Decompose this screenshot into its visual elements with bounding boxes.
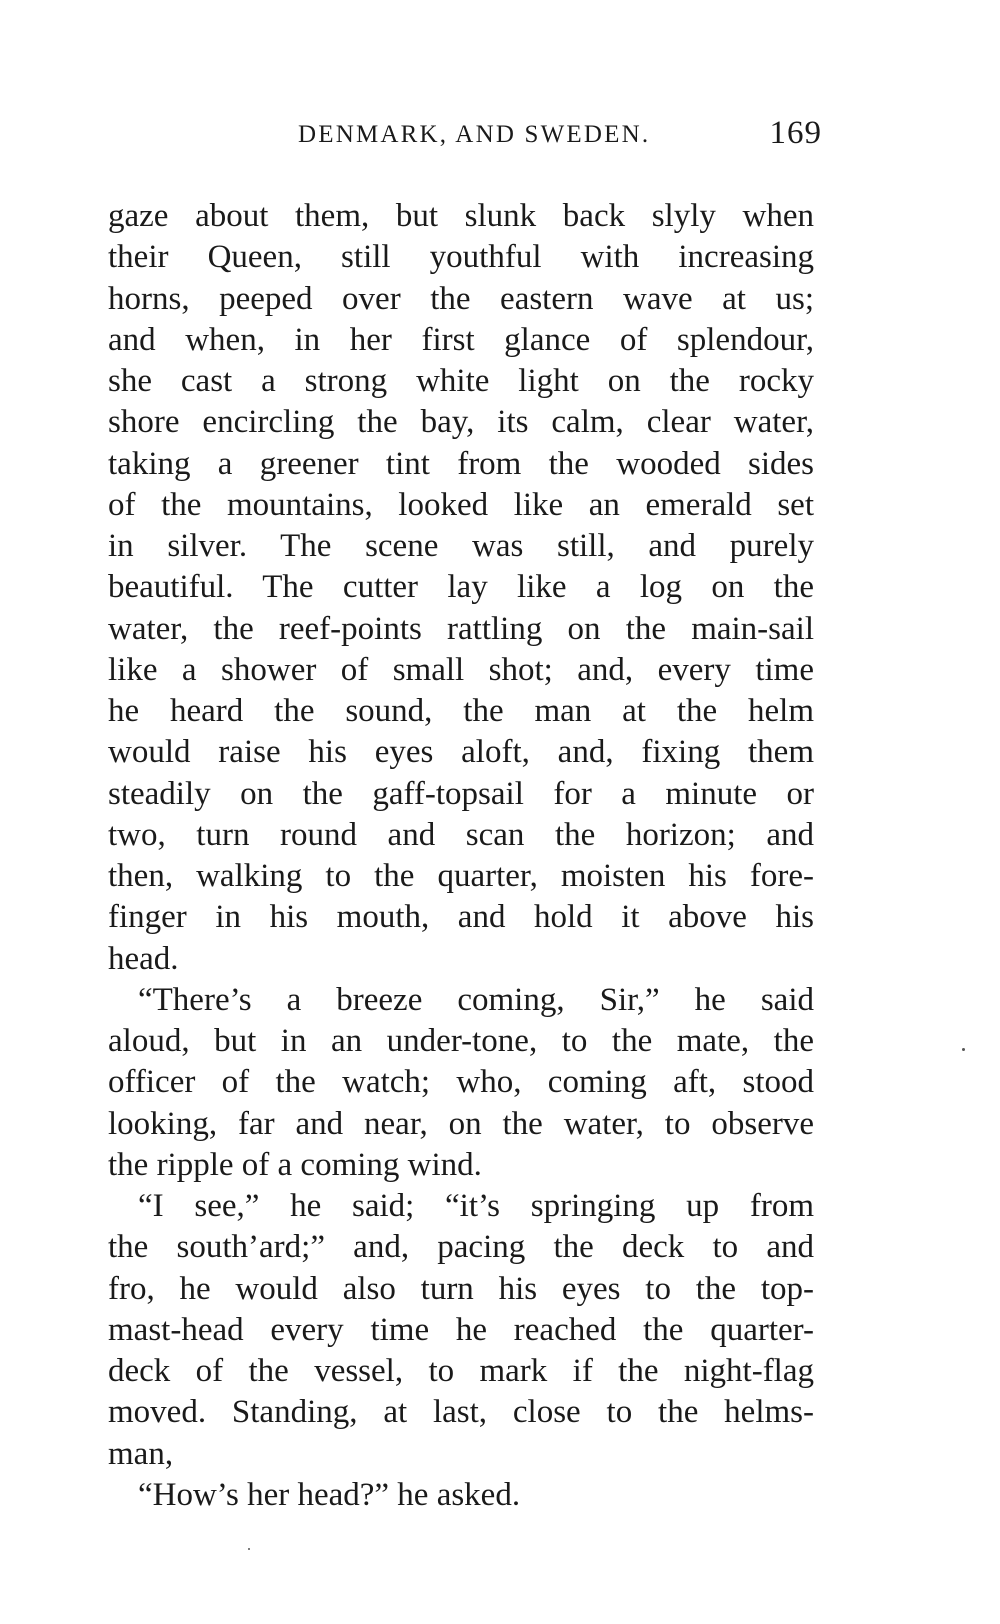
text-line: steadily on the gaff-topsail for a minute or bbox=[108, 775, 814, 812]
text-line: their Queen, still youthful with increasing bbox=[108, 239, 814, 276]
text-line: fro, he would also turn his eyes to the top- bbox=[108, 1270, 814, 1307]
text-line: man, bbox=[108, 1435, 174, 1472]
text-line: water, the reef-points rattling on the main-sail bbox=[108, 610, 814, 647]
text-line: taking a greener tint from the wooded sides bbox=[108, 445, 814, 482]
text-line: of the mountains, looked like an emerald set bbox=[108, 486, 814, 523]
text-line: shore encircling the bay, its calm, clear water, bbox=[108, 404, 814, 441]
text-line: the south’ard;” and, pacing the deck to and bbox=[108, 1229, 814, 1266]
text-line: gaze about them, but slunk back slyly when bbox=[108, 198, 814, 234]
text-line: mast-head every time he reached the quarter- bbox=[108, 1311, 814, 1348]
text-line: “There’s a breeze coming, Sir,” he said bbox=[138, 981, 814, 1018]
running-head bbox=[108, 115, 822, 159]
text-line: finger in his mouth, and hold it above his bbox=[108, 899, 814, 936]
text-line: the ripple of a coming wind. bbox=[108, 1146, 482, 1183]
text-line: moved. Standing, at last, close to the helms- bbox=[108, 1394, 814, 1431]
text-line: head. bbox=[108, 940, 179, 977]
text-line: aloud, but in an under-tone, to the mate, the bbox=[108, 1023, 814, 1059]
running-head-title: DENMARK, AND SWEDEN. bbox=[298, 121, 651, 148]
text-line: would raise his eyes aloft, and, fixing them bbox=[108, 734, 814, 771]
text-line: beautiful. The cutter lay like a log on the bbox=[108, 569, 814, 606]
text-line: he heard the sound, the man at the helm bbox=[108, 693, 814, 729]
text-line: officer of the watch; who, coming aft, stood bbox=[108, 1064, 814, 1101]
text-line: looking, far and near, on the water, to observe bbox=[108, 1105, 814, 1142]
text-line: in silver. The scene was still, and purely bbox=[108, 528, 814, 564]
text-line: “How’s her head?” he asked. bbox=[138, 1476, 521, 1513]
text-line: “I see,” he said; “it’s springing up from bbox=[138, 1188, 814, 1224]
paper-speck bbox=[248, 1548, 250, 1550]
text-line: she cast a strong white light on the rocky bbox=[108, 363, 814, 399]
body-text bbox=[108, 196, 814, 1516]
text-line: and when, in her first glance of splendour, bbox=[108, 321, 814, 358]
text-line: then, walking to the quarter, moisten his fore- bbox=[108, 858, 814, 894]
text-line: deck of the vessel, to mark if the night-flag bbox=[108, 1353, 814, 1389]
text-line: like a shower of small shot; and, every time bbox=[108, 651, 814, 688]
paper-speck bbox=[962, 1048, 965, 1051]
text-line: horns, peeped over the eastern wave at us; bbox=[108, 280, 814, 317]
text-line: two, turn round and scan the horizon; and bbox=[108, 816, 814, 853]
page-number: 169 bbox=[769, 115, 822, 151]
